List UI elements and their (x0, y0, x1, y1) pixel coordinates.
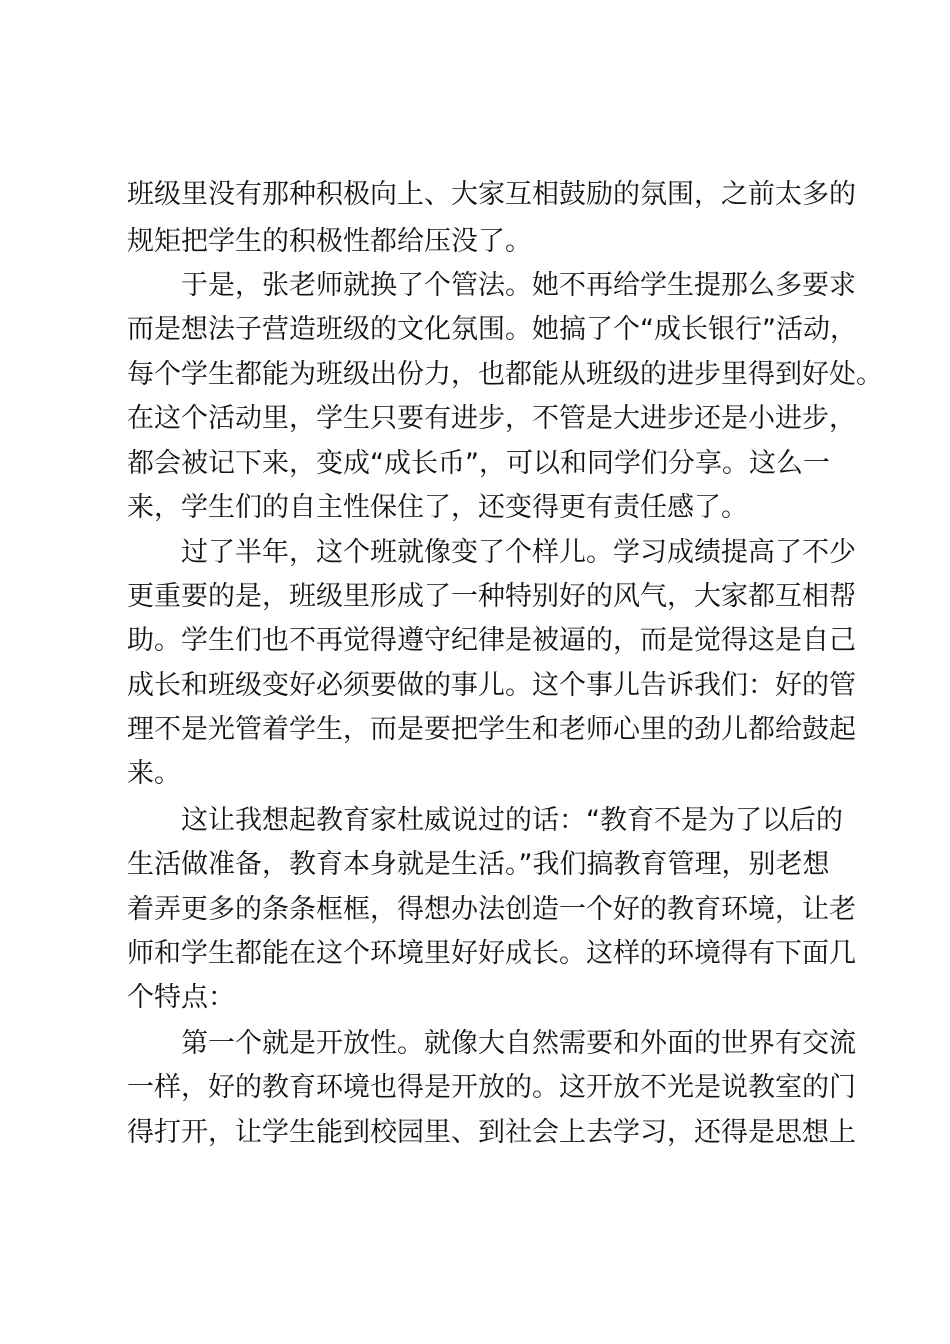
text-line: 每个学生都能为班级出份力，也都能从班级的进步里得到好处。 (127, 359, 883, 390)
text-line: 个特点： (127, 982, 235, 1013)
text-line: 一样，好的教育环境也得是开放的。这开放不光是说教室的门 (127, 1072, 856, 1103)
text-line: 助。学生们也不再觉得遵守纪律是被逼的，而是觉得这是自己 (127, 625, 856, 656)
text-line: 而是想法子营造班级的文化氛围。她搞了个“成长银行”活动， (127, 314, 857, 345)
text-line: 过了半年，这个班就像变了个样儿。学习成绩提高了不少 (127, 537, 856, 568)
text-line: 理不是光管着学生，而是要把学生和老师心里的劲儿都给鼓起 (127, 714, 856, 745)
text-line: 规矩把学生的积极性都给压没了。 (127, 226, 532, 257)
text-line: 更重要的是，班级里形成了一种特别好的风气，大家都互相帮 (127, 581, 856, 612)
text-line: 第一个就是开放性。就像大自然需要和外面的世界有交流 (127, 1028, 856, 1059)
text-line: 师和学生都能在这个环境里好好成长。这样的环境得有下面几 (127, 938, 856, 969)
text-line: 来，学生们的自主性保住了，还变得更有责任感了。 (127, 492, 748, 523)
text-line: 这让我想起教育家杜威说过的话：“教育不是为了以后的 (127, 805, 843, 836)
text-line: 来。 (127, 758, 181, 789)
text-line: 得打开，让学生能到校园里、到社会上去学习，还得是思想上 (127, 1117, 856, 1148)
text-line: 生活做准备，教育本身就是生活。”我们搞教育管理，别老想 (127, 849, 830, 880)
text-line: 都会被记下来，变成“成长币”，可以和同学们分享。这么一 (127, 448, 830, 479)
text-line: 于是，张老师就换了个管法。她不再给学生提那么多要求 (127, 270, 856, 301)
text-line: 成长和班级变好必须要做的事儿。这个事儿告诉我们：好的管 (127, 670, 856, 701)
text-line: 班级里没有那种积极向上、大家互相鼓励的氛围，之前太多的 (127, 179, 856, 210)
text-line: 着弄更多的条条框框，得想办法创造一个好的教育环境，让老 (127, 894, 856, 925)
text-line: 在这个活动里，学生只要有进步，不管是大进步还是小进步， (127, 403, 856, 434)
